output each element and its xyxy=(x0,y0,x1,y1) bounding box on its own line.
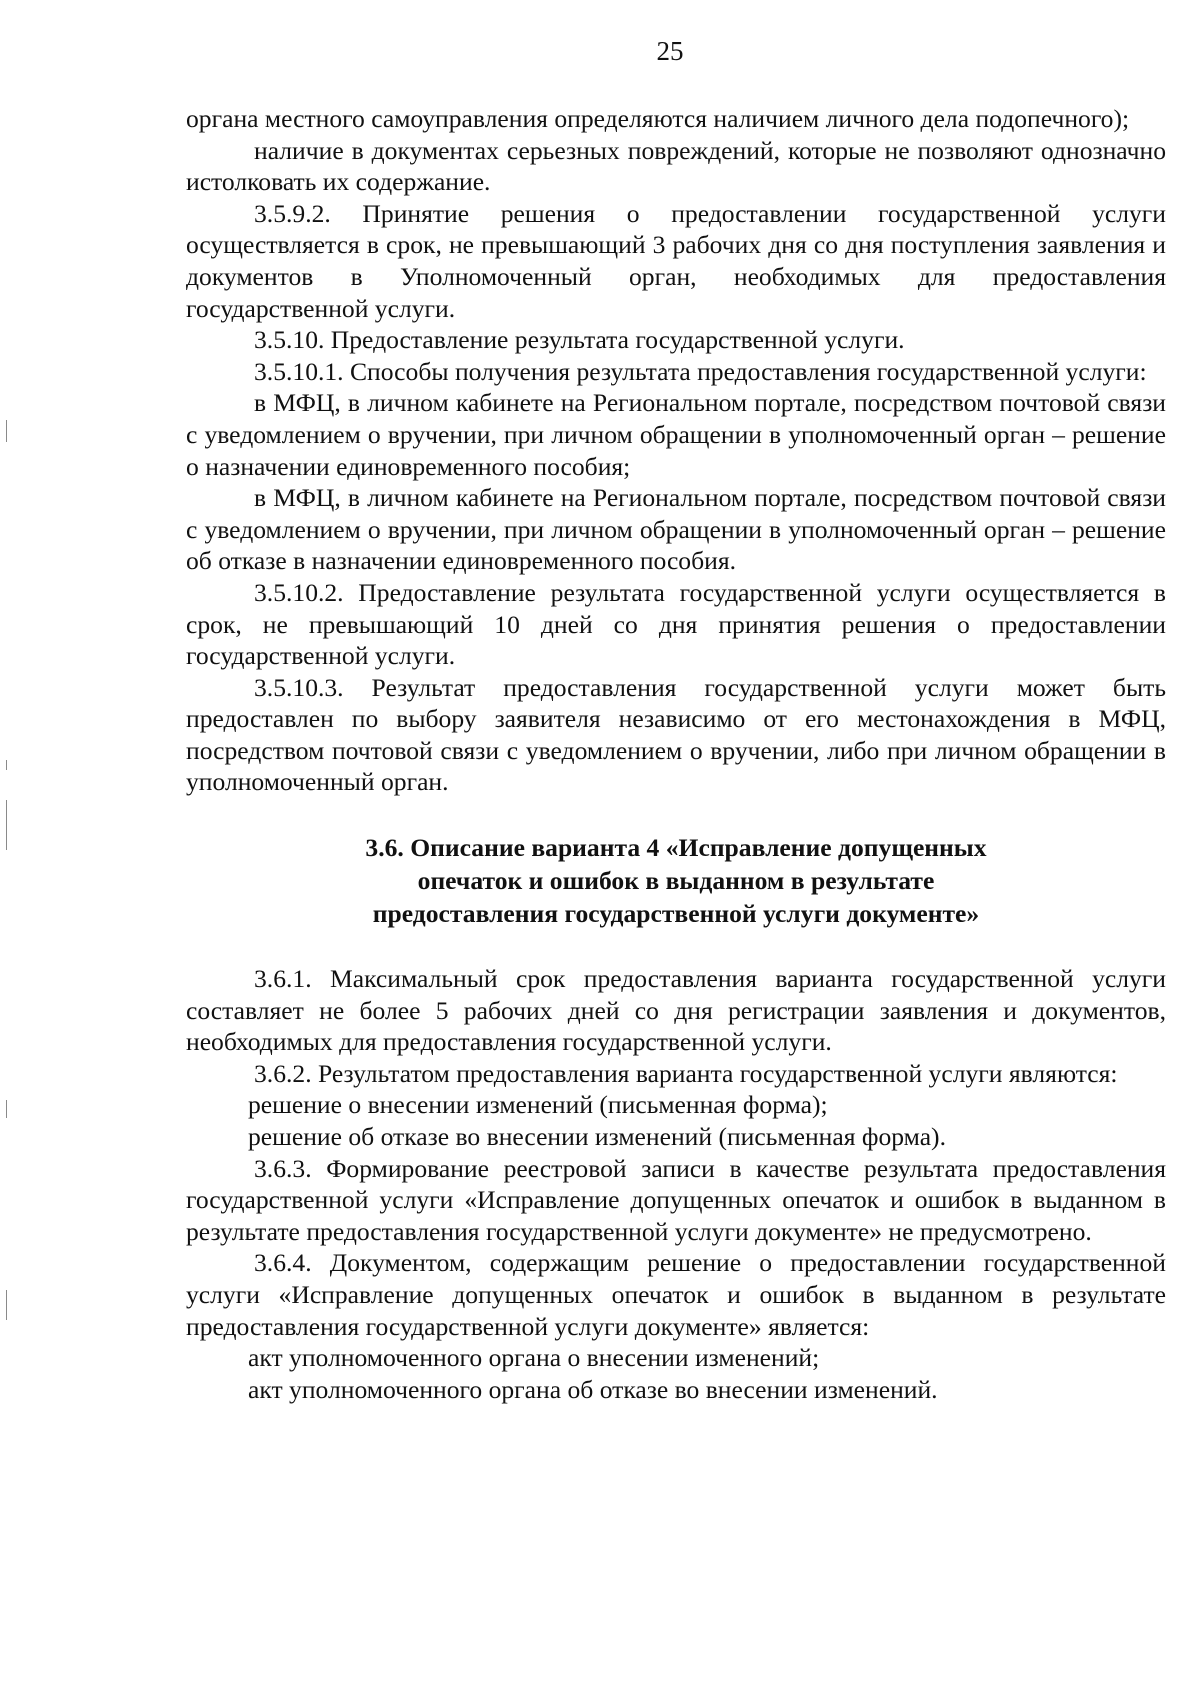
paragraph: 3.5.9.2. Принятие решения о предоставлении государственной услуги осуществляется в срок, не превышающий 3 рабочих дня со дня поступления заявления и документов в Уполномоченный орган, необходимых для предоставления государственной услуги. xyxy=(186,198,1166,323)
list-item: решение об отказе во внесении изменений (письменная форма). xyxy=(248,1122,946,1152)
page-number: 25 xyxy=(656,36,684,66)
section-heading xyxy=(186,831,1166,930)
list-item: решение о внесении изменений (письменная форма); xyxy=(248,1090,828,1120)
section-heading-line: предоставления государственной услуги документе» xyxy=(372,899,980,929)
paragraph: в МФЦ, в личном кабинете на Региональном портале, посредством почтовой связи с уведомлением о вручении, при личном обращении в уполномоченный орган – решение об отказе в назначении единовременного пособия. xyxy=(186,483,1166,576)
scan-edge-marks xyxy=(6,0,10,1698)
paragraph: 3.5.10.3. Результат предоставления государственной услуги может быть предоставлен по выбору заявителя независимо от его местонахождения в МФЦ, посредством почтовой связи с уведомлением о вручении, либо при личном обращении в уполномоченный орган. xyxy=(186,672,1166,797)
paragraph: в МФЦ, в личном кабинете на Региональном портале, посредством почтовой связи с уведомлением о вручении, при личном обращении в уполномоченный орган – решение о назначении единовременного пособия; xyxy=(186,388,1166,481)
paragraph: 3.5.10.2. Предоставление результата государственной услуги осуществляется в срок, не превышающий 10 дней со дня принятия решения о предоставлении государственной услуги. xyxy=(186,577,1166,671)
list-item: акт уполномоченного органа об отказе во внесении изменений. xyxy=(248,1374,938,1404)
paragraph: органа местного самоуправления определяются наличием личного дела подопечного); xyxy=(186,104,1130,133)
section-heading-line: 3.6. Описание варианта 4 «Исправление допущенных xyxy=(365,833,987,863)
paragraph: наличие в документах серьезных повреждений, которые не позволяют однозначно истолковать их содержание. xyxy=(186,135,1166,197)
paragraph: 3.6.3. Формирование реестровой записи в качестве результата предоставления государственной услуги «Исправление допущенных опечаток и ошибок в выданном в результате предоставления государственной услуги документе» не предусмотрено. xyxy=(186,1153,1166,1246)
section-heading-line: опечаток и ошибок в выданном в результате xyxy=(417,866,935,896)
paragraph: 3.6.2. Результатом предоставления варианта государственной услуги являются: xyxy=(254,1058,1118,1088)
paragraph: 3.6.4. Документом, содержащим решение о предоставлении государственной услуги «Исправление допущенных опечаток и ошибок в выданном в результате предоставления государственной услуги документе» является: xyxy=(186,1248,1166,1341)
paragraph: 3.5.10.1. Способы получения результата предоставления государственной услуги: xyxy=(254,356,1147,386)
paragraph: 3.5.10. Предоставление результата государственной услуги. xyxy=(254,325,905,355)
paragraph: 3.6.1. Максимальный срок предоставления варианта государственной услуги составляет не более 5 рабочих дней со дня регистрации заявления и документов, необходимых для предоставления государственной услуги. xyxy=(186,964,1166,1057)
document-body xyxy=(186,103,1166,1405)
list-item: акт уполномоченного органа о внесении изменений; xyxy=(248,1343,820,1373)
